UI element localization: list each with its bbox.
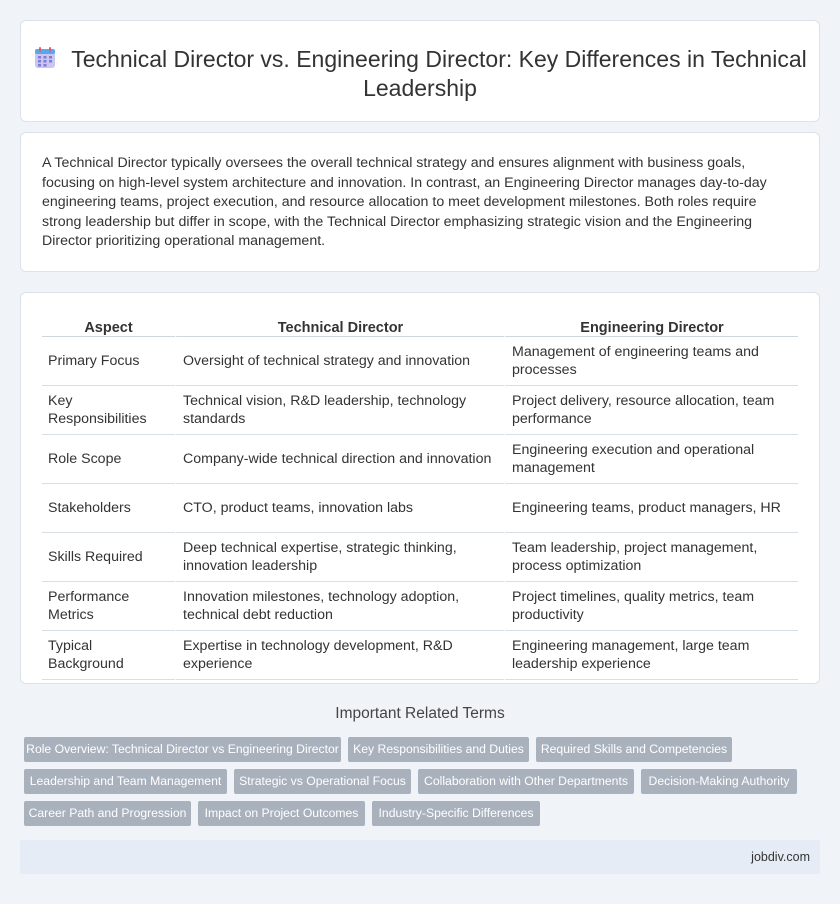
calendar-icon [33,46,57,70]
related-tag[interactable]: Career Path and Progression [24,801,191,826]
table-cell: Typical Background [42,631,175,680]
related-terms-heading: Important Related Terms [335,705,505,722]
table-row [42,484,798,533]
table-row [42,386,798,435]
related-tag[interactable]: Strategic vs Operational Focus [234,769,411,794]
related-tag[interactable]: Leadership and Team Management [24,769,227,794]
intro-paragraph: A Technical Director typically oversees the overall technical strategy and ensures alignment with business goals, focusing on high-level system architecture and innovation. In contrast, an Engineering Director manages day-to-day engineering teams, project execution, and resource allocation to meet development milestones. Both roles require strong leadership but differ in scope, with the Technical Director emphasizing strategic vision and the Engineering Director prioritizing operational management. [42,155,767,249]
table-cell: Team leadership, project management, process optimization [504,533,798,582]
header-technical-director: Technical Director [175,315,504,337]
table-cell: Deep technical expertise, strategic thinking, innovation leadership [175,533,504,582]
table-cell: Expertise in technology development, R&D experience [175,631,504,680]
related-tag[interactable]: Key Responsibilities and Duties [348,737,529,762]
table-cell: Project timelines, quality metrics, team productivity [504,582,798,631]
table-cell: Engineering teams, product managers, HR [504,484,798,533]
table-cell: Role Scope [42,435,175,484]
table-cell: Stakeholders [42,484,175,533]
table-cell: Management of engineering teams and processes [504,337,798,386]
table-cell: Performance Metrics [42,582,175,631]
page-title-text: Technical Director vs. Engineering Director: Key Differences in Technical Leadership [71,46,807,101]
related-tag[interactable]: Role Overview: Technical Director vs Engineering Director [24,737,341,762]
table-header-row [42,315,798,337]
header-engineering-director: Engineering Director [504,315,798,337]
table-row [42,337,798,386]
table-cell: Primary Focus [42,337,175,386]
table-cell: Technical vision, R&D leadership, technology standards [175,386,504,435]
table-row [42,533,798,582]
table-cell: Company-wide technical direction and innovation [175,435,504,484]
related-tag[interactable]: Industry-Specific Differences [372,801,540,826]
title-card [20,20,820,122]
table-cell: Innovation milestones, technology adoption, technical debt reduction [175,582,504,631]
page-title [21,45,819,103]
related-tag[interactable]: Required Skills and Competencies [536,737,732,762]
table-cell: Engineering management, large team leadership experience [504,631,798,680]
table-cell: Engineering execution and operational management [504,435,798,484]
footer [20,840,820,874]
header-aspect: Aspect [42,315,175,337]
table-cell: Oversight of technical strategy and innovation [175,337,504,386]
table-row [42,435,798,484]
table-row [42,631,798,680]
comparison-table-card [20,292,820,684]
intro-card [20,132,820,272]
table-cell: Skills Required [42,533,175,582]
table-cell: Project delivery, resource allocation, team performance [504,386,798,435]
table-cell: Key Responsibilities [42,386,175,435]
footer-site[interactable]: jobdiv.com [751,850,810,864]
related-tag[interactable]: Collaboration with Other Departments [418,769,634,794]
related-tag[interactable]: Impact on Project Outcomes [198,801,365,826]
related-tag[interactable]: Decision-Making Authority [641,769,797,794]
comparison-table [42,315,798,680]
table-row [42,582,798,631]
table-cell: CTO, product teams, innovation labs [175,484,504,533]
